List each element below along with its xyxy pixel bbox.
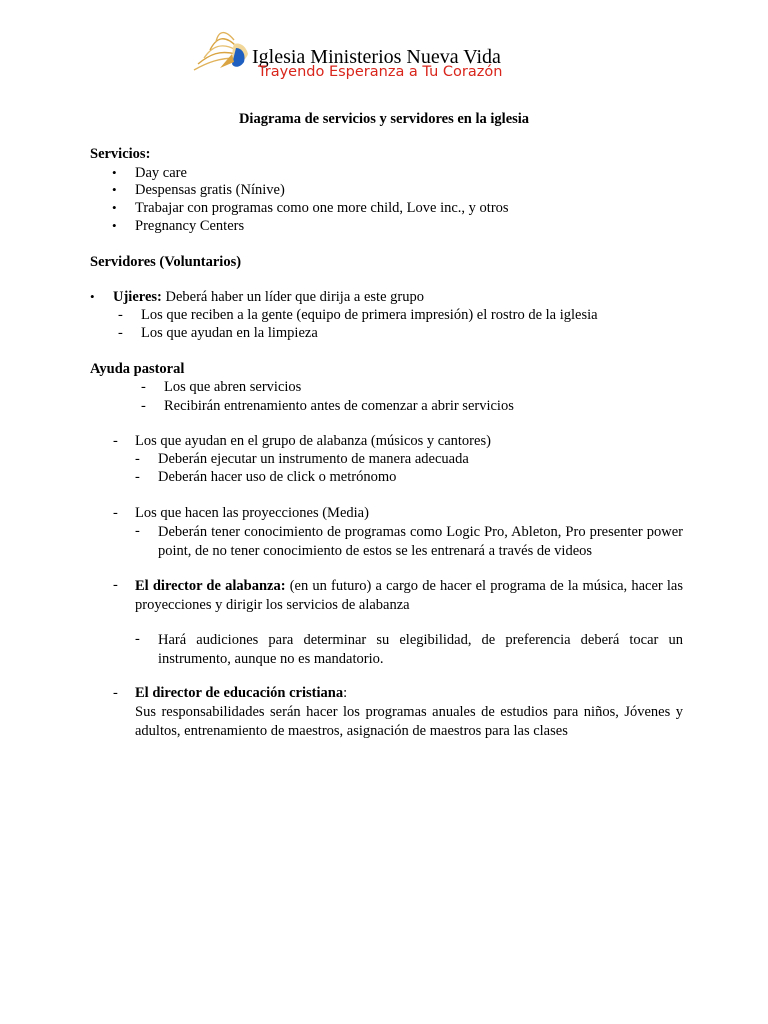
servicios-heading: Servicios:: [90, 146, 151, 162]
servicio-item: Pregnancy Centers: [135, 218, 245, 234]
church-name: Iglesia Ministerios Nueva Vida: [252, 46, 501, 68]
alabanza-item: Deberán hacer uso de click o metrónomo: [158, 469, 397, 485]
dash-icon: -: [113, 577, 118, 593]
director-alabanza-text: (en un futuro) a cargo de hacer el programa de la música, hacer las proyecciones y dirigir los servicios de alabanza: [135, 578, 683, 613]
director-alabanza-paragraph: [135, 577, 683, 615]
director-educacion-colon: :: [343, 685, 348, 701]
director-educacion-label: El director de educación cristiana: [135, 685, 344, 701]
dash-icon: -: [118, 307, 123, 323]
servidores-heading: Servidores (Voluntarios): [90, 254, 242, 270]
dove-logo-icon: [190, 24, 260, 80]
bullet-icon: •: [90, 289, 95, 304]
bullet-icon: •: [112, 200, 117, 215]
dash-icon: -: [141, 379, 146, 395]
dash-icon: -: [113, 685, 118, 701]
director-educacion-line: [135, 685, 347, 702]
ayuda-item: Los que abren servicios: [164, 379, 302, 395]
ujieres-label: Ujieres:: [113, 289, 162, 305]
ayuda-pastoral-heading: Ayuda pastoral: [90, 361, 185, 377]
bullet-icon: •: [112, 182, 117, 197]
dash-icon: -: [113, 433, 118, 449]
church-tagline: Trayendo Esperanza a Tu Corazón: [258, 64, 503, 80]
alabanza-item: Deberán ejecutar un instrumento de manera adecuada: [158, 451, 469, 467]
dash-icon: -: [135, 451, 140, 467]
dash-icon: -: [135, 523, 140, 539]
document-title: Diagrama de servicios y servidores en la iglesia: [238, 111, 530, 127]
ujieres-text: Deberá haber un líder que dirija a este grupo: [161, 289, 424, 305]
proyecciones-line: Los que hacen las proyecciones (Media): [135, 505, 369, 521]
dash-icon: -: [113, 505, 118, 521]
dash-icon: -: [141, 398, 146, 414]
director-alabanza-label: El director de alabanza:: [135, 578, 286, 594]
servicio-item: Despensas gratis (Nínive): [135, 182, 285, 198]
dash-icon: -: [118, 325, 123, 341]
ujieres-line: [113, 289, 424, 306]
alabanza-line: Los que ayudan en el grupo de alabanza (músicos y cantores): [135, 433, 491, 449]
dash-icon: -: [135, 631, 140, 647]
servicio-item: Trabajar con programas como one more child, Love inc., y otros: [135, 200, 509, 216]
bullet-icon: •: [112, 165, 117, 180]
servicio-item: Day care: [135, 165, 187, 181]
dash-icon: -: [135, 469, 140, 485]
ayuda-item: Recibirán entrenamiento antes de comenzar a abrir servicios: [164, 398, 514, 414]
ujieres-item: Los que reciben a la gente (equipo de primera impresión) el rostro de la iglesia: [141, 307, 598, 323]
ujieres-item: Los que ayudan en la limpieza: [141, 325, 318, 341]
proyecciones-item: Deberán tener conocimiento de programas como Logic Pro, Ableton, Pro presenter power point, de no tener conocimiento de estos se les entrenará a través de videos: [158, 524, 683, 559]
bullet-icon: •: [112, 218, 117, 233]
director-alabanza-item: Hará audiciones para determinar su elegibilidad, de preferencia deberá tocar un instrumento, aunque no es mandatorio.: [158, 632, 683, 667]
director-educacion-text: Sus responsabilidades serán hacer los programas anuales de estudios para niños, Jóvenes y adultos, entrenamiento de maestros, asignación de maestros para las clases: [135, 704, 683, 739]
